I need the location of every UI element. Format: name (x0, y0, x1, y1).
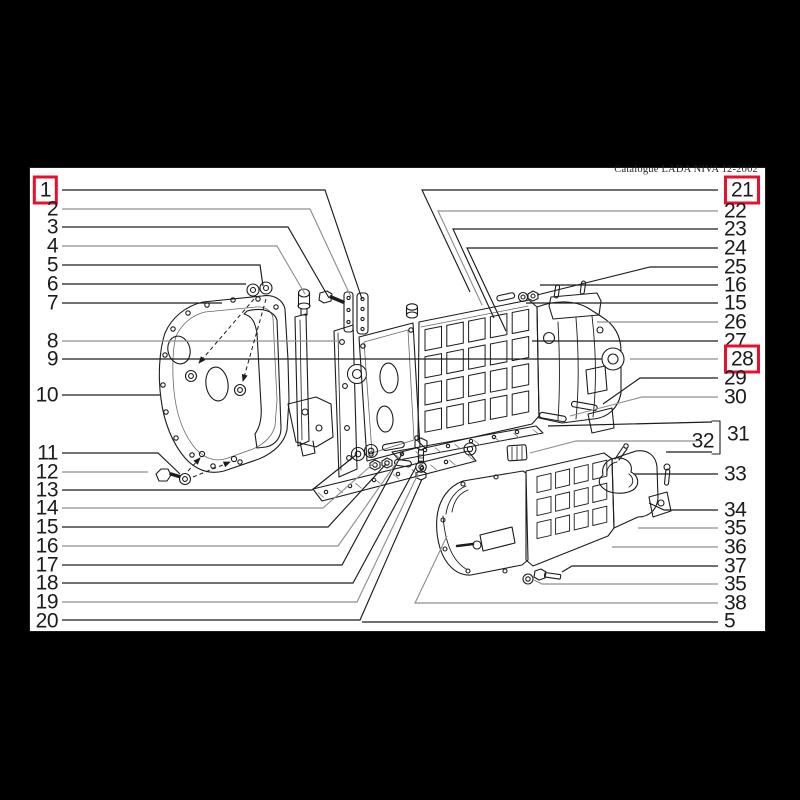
callout-right-25: 25 (724, 255, 747, 279)
callout-left-19: 19 (35, 590, 58, 614)
clutch-housing-drawing (159, 296, 289, 473)
callout-right-26: 26 (724, 310, 747, 334)
callout-left-4: 4 (46, 234, 58, 258)
callout-right-16: 16 (724, 273, 747, 297)
callout-right-31: 31 (727, 422, 750, 446)
plug-part (507, 445, 527, 461)
callout-right-36: 36 (724, 535, 747, 559)
callout-left-13: 13 (35, 478, 58, 502)
housing-bolt-holes (161, 297, 278, 468)
callout-right-34: 34 (724, 498, 747, 522)
callout-left-6: 6 (46, 272, 58, 296)
bottom-bolt-part (523, 569, 561, 584)
callout-right-29: 29 (724, 366, 747, 390)
callout-left-20: 20 (35, 609, 58, 633)
callout-left-1: 1 (33, 176, 58, 205)
group-bracket (712, 421, 720, 454)
callout-left-17: 17 (35, 553, 58, 577)
callout-left-2: 2 (46, 197, 58, 221)
callout-left-18: 18 (35, 571, 58, 595)
callout-right-32: 32 (691, 429, 714, 453)
flange-plates-drawing (288, 314, 367, 477)
callout-left-15: 15 (35, 515, 58, 539)
callout-left-16: 16 (35, 534, 58, 558)
callout-right-28: 28 (724, 345, 760, 374)
callout-right-15: 15 (724, 291, 747, 315)
callout-left-9: 9 (46, 347, 58, 371)
callout-right-38: 38 (724, 591, 747, 615)
callout-right-27: 27 (724, 329, 747, 353)
gearbox-rib-grid (537, 460, 607, 538)
callout-left-3: 3 (46, 215, 58, 239)
callout-left-5: 5 (46, 253, 58, 277)
callout-right-21: 21 (724, 176, 760, 205)
leader-lines-gray (62, 209, 718, 603)
callout-left-8: 8 (46, 329, 58, 353)
callout-right-22: 22 (724, 199, 747, 223)
transmission-drawing (156, 281, 720, 584)
lower-left-bolt-drawing (156, 469, 191, 485)
stud-part (496, 292, 515, 301)
upper-hardware-drawing (247, 282, 538, 334)
callout-right-33: 33 (724, 462, 747, 486)
dashed-arrows (188, 299, 266, 477)
bolt-part (319, 291, 343, 303)
callout-right-23: 23 (724, 217, 747, 241)
front-cover-drawing (359, 323, 420, 461)
washer-icon (247, 284, 259, 296)
dome-plug-part (407, 304, 418, 318)
callout-right-37: 37 (724, 554, 747, 578)
callout-left-14: 14 (35, 496, 58, 520)
callout-right-30: 30 (724, 385, 747, 409)
callout-left-10: 10 (35, 383, 58, 407)
callout-left-11: 11 (37, 441, 58, 465)
callout-right-35: 35 (724, 516, 747, 540)
catalogue-title: Catalogue LADA NIVA 12-2002 (614, 164, 758, 175)
callout-right-5: 5 (724, 609, 736, 633)
extension-housing-drawing (537, 281, 624, 433)
nut-part (528, 291, 538, 301)
callout-right-24: 24 (724, 236, 747, 260)
callout-right-35: 35 (724, 572, 747, 596)
callout-left-7: 7 (46, 291, 58, 315)
assembled-gearbox-drawing (437, 444, 671, 584)
gasket-drawing (313, 426, 543, 501)
leader-lines-black (62, 190, 718, 622)
shift-boot (599, 458, 637, 493)
callout-left-12: 12 (35, 460, 58, 484)
gearcase-rib-grid (425, 309, 529, 432)
